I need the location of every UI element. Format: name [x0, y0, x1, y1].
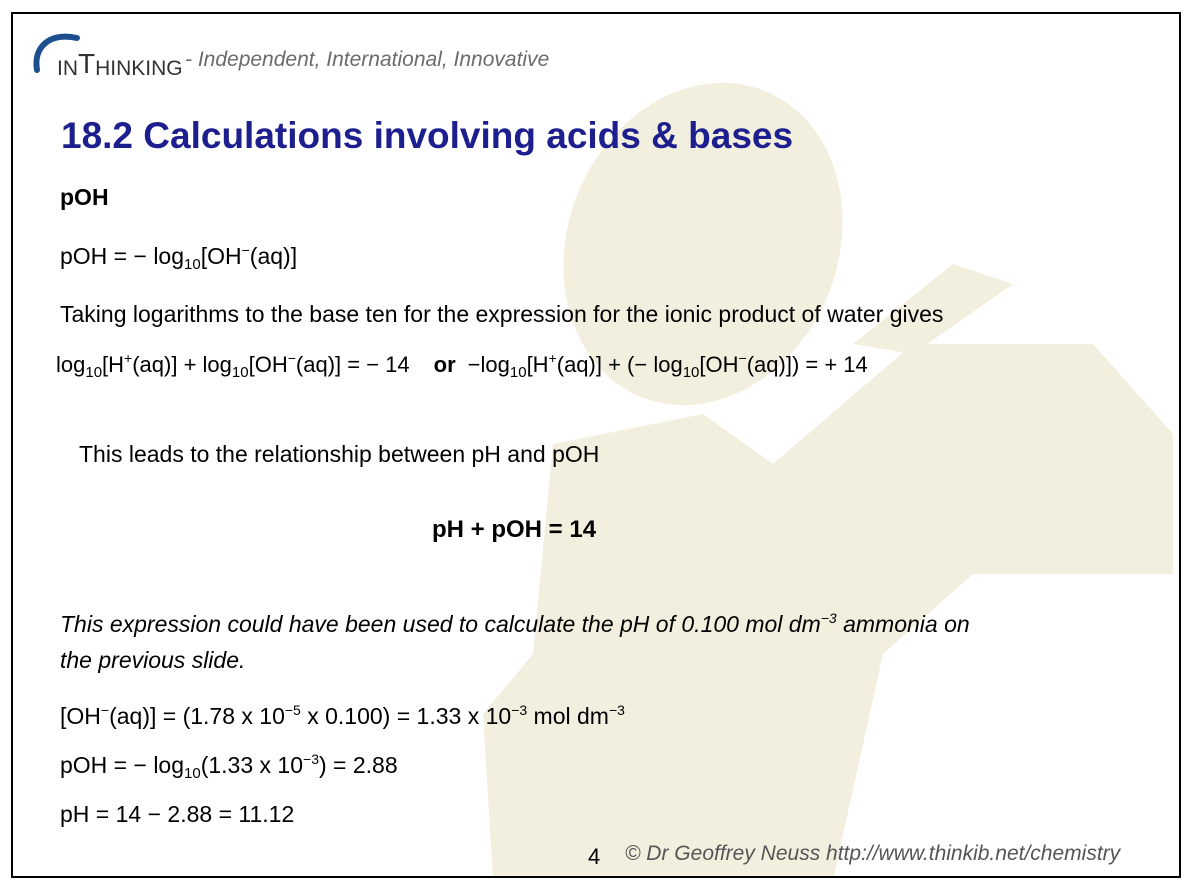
calc-hydroxide: [OH−(aq)] = (1.78 x $10^{-5}$ x 0.100) = 1.33 x $10^{-3}$ mol $dm^{-3}$: [60, 702, 625, 729]
subheading: pOH: [60, 184, 109, 210]
leads-text: This leads to the relationship between pH and pOH: [79, 441, 600, 467]
calc-ph: pH = 14 − 2.88 = 11.12: [60, 801, 295, 827]
note-line-2: the previous slide.: [60, 647, 246, 673]
log-equation: $\log_{10}[H^+(aq)] + \log_{10}[OH^-(aq)]$ = − 14 or $-\log_{10}[H^+(aq)]$ + (− $\log_{10}[OH^-(aq)]$) = + 14: [56, 350, 868, 381]
intro-text: Taking logarithms to the base ten for the expression for the ionic product of water gives: [60, 301, 944, 327]
slide: [11, 12, 1181, 878]
note-line-1: This expression could have been used to calculate the pH of 0.100 mol $dm^{-3}$ ammonia on: [60, 610, 970, 637]
footer-credit: © Dr Geoffrey Neuss http://www.thinkib.net/chemistry: [625, 842, 1121, 865]
page-title: 18.2 Calculations involving acids & bases: [61, 115, 794, 156]
logo-wordmark: INTHINKING: [57, 48, 183, 80]
calc-poh: pOH = − $\log_{10}(1.33$ x $10^{-3}) = 2.88$: [60, 751, 398, 782]
page-number: 4: [588, 844, 601, 869]
poh-definition: pOH = − $\log_{10}[OH^-(aq)]$: [60, 242, 298, 273]
tagline: - Independent, International, Innovative: [185, 48, 550, 71]
ph-poh-relationship: pH + pOH = 14: [432, 516, 597, 543]
